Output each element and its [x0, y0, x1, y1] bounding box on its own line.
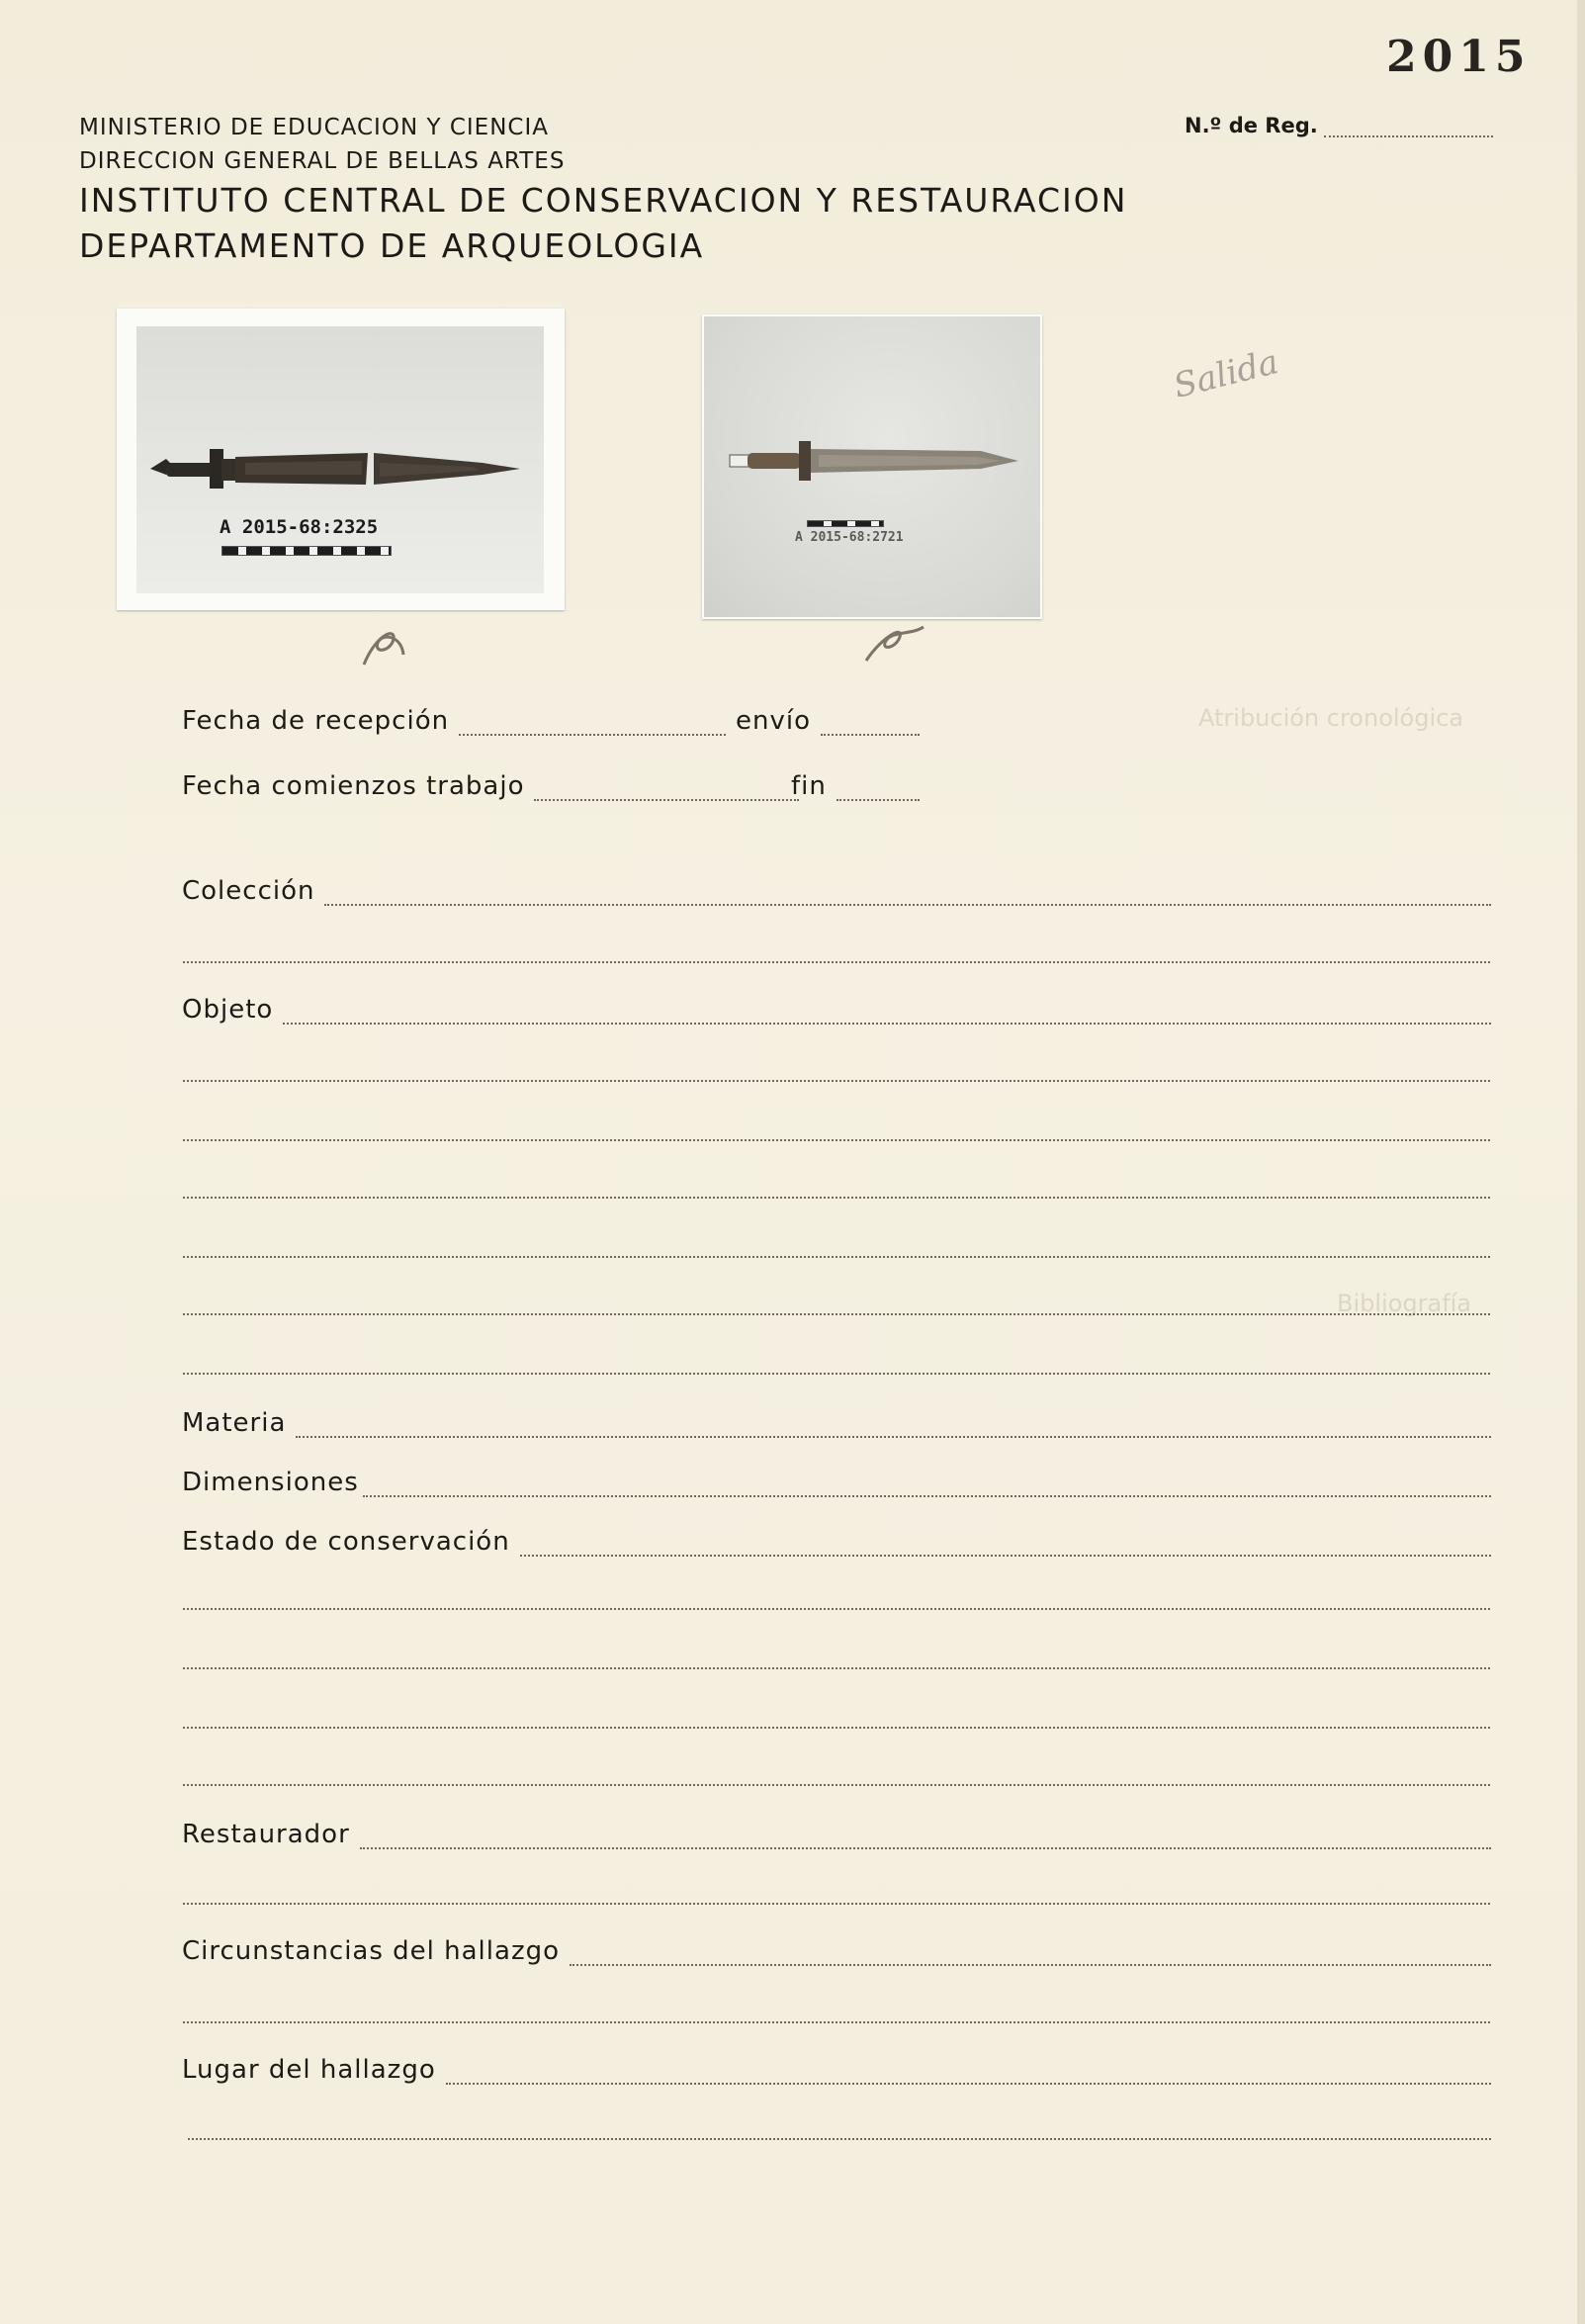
- find-circumstances-field[interactable]: [182, 1936, 1491, 1966]
- material-label: Materia: [182, 1408, 287, 1438]
- reception-date-blank: [459, 712, 726, 736]
- dimensions-label: Dimensiones: [182, 1468, 359, 1497]
- shipping-date-blank: [821, 712, 920, 736]
- find-place-field[interactable]: [182, 2055, 1491, 2085]
- object-extra-line-2[interactable]: [183, 1139, 1490, 1141]
- collection-blank: [324, 882, 1491, 906]
- photo-2-catalog-label: A 2015-68:2721: [795, 530, 904, 545]
- object-extra-line-3[interactable]: [183, 1197, 1490, 1199]
- reception-date-field[interactable]: [182, 706, 726, 736]
- object-field[interactable]: [182, 995, 1491, 1025]
- photo-2-scale-bar: [807, 520, 884, 527]
- work-start-date-label: Fecha comienzos trabajo: [182, 771, 525, 801]
- collection-extra-line[interactable]: [183, 961, 1490, 963]
- find-circumstances-extra-line[interactable]: [183, 2021, 1490, 2023]
- conservation-extra-line-2[interactable]: [183, 1667, 1490, 1669]
- shipping-date-label: envío: [736, 706, 811, 736]
- collection-field[interactable]: [182, 876, 1491, 906]
- registration-blank: [1324, 118, 1493, 137]
- dimensions-blank: [363, 1474, 1491, 1497]
- find-circumstances-blank: [570, 1942, 1491, 1966]
- page-edge: [1577, 0, 1585, 2324]
- find-place-extra-line[interactable]: [188, 2138, 1491, 2140]
- header-ministry: MINISTERIO DE EDUCACION Y CIENCIA: [79, 115, 549, 140]
- object-extra-line-4[interactable]: [183, 1256, 1490, 1258]
- object-label: Objeto: [182, 995, 274, 1025]
- registration-label: N.º de Reg.: [1185, 114, 1318, 137]
- restorer-blank: [360, 1826, 1491, 1849]
- bleed-through-text-2: Bibliografía: [1337, 1290, 1472, 1317]
- photo-2-image: [704, 316, 1040, 617]
- bleed-through-text-1: Atribución cronológica: [1198, 704, 1464, 732]
- sword-photo-2: [702, 314, 1042, 619]
- work-end-date-label: fin: [791, 771, 827, 801]
- object-extra-line-1[interactable]: [183, 1080, 1490, 1082]
- sword-2-illustration: [704, 316, 1040, 617]
- photo-1-catalog-label: A 2015-68:2325: [220, 516, 379, 538]
- material-blank: [296, 1414, 1491, 1438]
- photo-1-scale-bar: [221, 546, 392, 556]
- dimensions-field[interactable]: [182, 1468, 1491, 1497]
- sword-photo-1: [117, 309, 565, 610]
- document-number: 2015: [1386, 32, 1532, 82]
- header-institute: INSTITUTO CENTRAL DE CONSERVACION Y RESTAURACION: [79, 181, 1128, 220]
- work-start-date-field[interactable]: [182, 771, 799, 801]
- photo-1-image: [136, 326, 544, 593]
- work-end-date-field[interactable]: [791, 771, 920, 801]
- header-department: DEPARTAMENTO DE ARQUEOLOGIA: [79, 226, 705, 265]
- conservation-extra-line-3[interactable]: [183, 1727, 1490, 1729]
- restorer-field[interactable]: [182, 1820, 1491, 1849]
- find-circumstances-label: Circunstancias del hallazgo: [182, 1936, 560, 1966]
- find-place-label: Lugar del hallazgo: [182, 2055, 436, 2085]
- restorer-extra-line[interactable]: [183, 1903, 1490, 1905]
- conservation-extra-line-4[interactable]: [183, 1784, 1490, 1786]
- handwritten-mark-1: [356, 625, 415, 672]
- restorer-label: Restaurador: [182, 1820, 350, 1849]
- find-place-blank: [446, 2061, 1491, 2085]
- object-extra-line-6[interactable]: [183, 1373, 1490, 1375]
- collection-label: Colección: [182, 876, 315, 906]
- conservation-state-blank: [520, 1533, 1491, 1557]
- conservation-state-label: Estado de conservación: [182, 1527, 510, 1557]
- work-end-date-blank: [837, 777, 920, 801]
- conservation-extra-line-1[interactable]: [183, 1608, 1490, 1610]
- object-extra-line-5[interactable]: [183, 1313, 1490, 1315]
- conservation-state-field[interactable]: [182, 1527, 1491, 1557]
- shipping-date-field[interactable]: [736, 706, 920, 736]
- header-direction: DIRECCION GENERAL DE BELLAS ARTES: [79, 148, 566, 174]
- work-start-date-blank: [534, 777, 799, 801]
- handwritten-annotation: Salida: [1170, 342, 1282, 406]
- object-blank: [283, 1001, 1491, 1025]
- registration-number-field[interactable]: [1185, 114, 1493, 137]
- handwritten-mark-2: [860, 621, 931, 669]
- reception-date-label: Fecha de recepción: [182, 706, 450, 736]
- material-field[interactable]: [182, 1408, 1491, 1438]
